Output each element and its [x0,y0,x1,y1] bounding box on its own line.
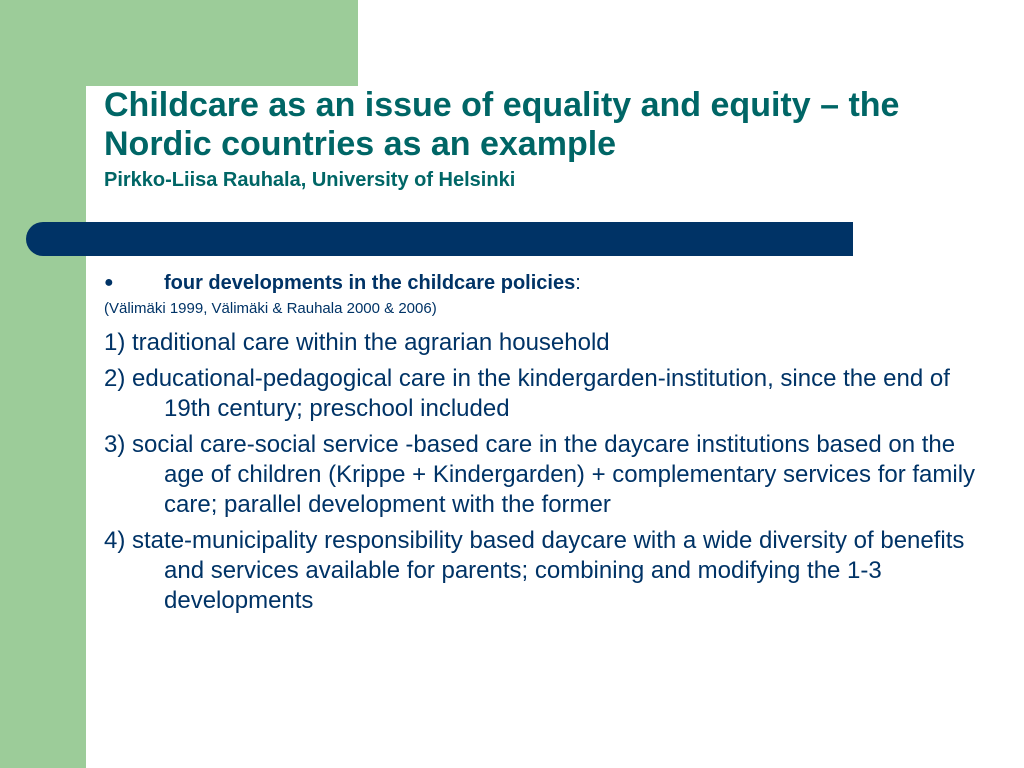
bullet-text: four developments in the childcare policies [164,272,576,294]
list-item: 4) state-municipality responsibility based daycare with a wide diversity of benefits and services available for parents; combining and modifying the 1-3 developments [104,527,965,614]
slide-content [104,268,984,622]
top-green-panel [0,0,358,86]
slide-title: Childcare as an issue of equality and equity – the Nordic countries as an example [104,86,900,163]
slide-subtitle: Pirkko-Liisa Rauhala, University of Helsinki [104,169,516,191]
title-divider-bar [26,222,853,256]
bullet-suffix: : [575,272,581,294]
list-item: 3) social care-social service -based care in the daycare institutions based on the age of children (Krippe + Kindergarden) + complementary services for family care; parallel development with the former [104,431,976,518]
reference-text: (Välimäki 1999, Välimäki & Rauhala 2000 & 2006) [104,300,437,317]
bullet-item [104,268,984,298]
list-item: 1) traditional care within the agrarian household [104,329,610,356]
bullet-text-wrap [164,268,581,298]
bullet-dot-icon: ● [104,274,114,291]
left-green-panel [0,0,86,768]
list-item: 2) educational-pedagogical care in the kindergarden-institution, since the end of 19th century; preschool included [104,365,950,422]
